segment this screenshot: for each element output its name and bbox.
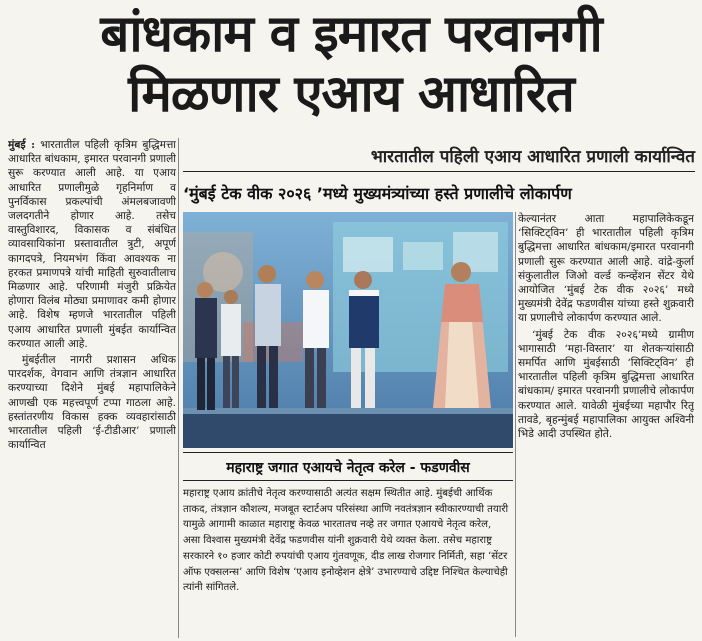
caption-rule-bottom: [183, 480, 513, 481]
subheadline-rule: [183, 171, 695, 172]
middle-column-paragraph: महाराष्ट्र एआय क्रांतीचे नेतृत्व करण्यासाठी अत्यंत सक्षम स्थितीत आहे. मुंबईची आर्थिक ताकद, तंत्रज्ञान कौशल्य, मजबूत स्टार्टअप परिसंस्था आणि नवतंत्रज्ञान स्वीकारण्याची तयारी यामुळे आगामी काळात महाराष्ट्र केवळ भारतातच नव्हे तर जगात एआयचे नेतृत्व करेल, असा विश्वास मुख्यमंत्री देवेंद्र फडणवीस यांनी शुक्रवारी येथे व्यक्त केला. तसेच महाराष्ट्र सरकारने १० हजार कोटी रुपयांची एआय गुंतवणूक, दीड लाख रोजगार निर्मिती, सहा ‘सेंटर ऑफ एक्सलन्स’ आणि विशेष ‘एआय इनोव्हेशन क्षेत्रे’ उभारण्याचे उद्दिष्ट निश्चित केल्याचेही त्यांनी सांगितले.: [183, 488, 509, 594]
left-column-paragraph-2: मुंबईतील नागरी प्रशासन अधिक पारदर्शक, वेगवान आणि तंत्रज्ञान आधारित करण्याच्या दिशेने मुंबई महापालिकेने आणखी एक महत्त्वपूर्ण टप्पा गाठला आहे. हस्तांतरणीय विकास हक्क व्यवहारांसाठी भारतातील पहिली ‘ई-टीडीआर’ प्रणाली कार्यान्वित: [8, 354, 176, 452]
right-column: [518, 212, 694, 637]
left-column: [8, 138, 176, 638]
news-photo: [183, 212, 513, 448]
kicker: ‘मुंबई टेक वीक २०२६ ’मध्ये मुख्यमंत्र्यांच्या हस्ते प्रणालीचे लोकार्पण: [183, 184, 572, 203]
stage-photo-illustration: [183, 212, 513, 448]
left-column-paragraph-1: भारतातील पहिली कृत्रिम बुद्धिमत्ता आधारित बांधकाम, इमारत परवानगी प्रणाली सुरू करण्यात आली आहे. या एआय आधारित प्रणालीमुळे गृहनिर्माण व पुनर्विकास प्रकल्पांची अंमलबजावणी जलदगतीने होणार आहे. तसेच वास्तुविशारद, विकासक व संबंधित व्यावसायिकांना प्रस्तावातील त्रुटी, अपूर्ण कागदपत्रे, नियमभंग किंवा आवश्यक ना हरकत प्रमाणपत्रे यांची माहिती सुरुवातीलाच मिळणार आहे. परिणामी मंजुरी प्रक्रियेत होणारा विलंब मोठ्या प्रमाणावर कमी होणार आहे. विशेष म्हणजे भारतातील पहिली एआय आधारित प्रणाली मुंबईत कार्यान्वित करण्यात आली आहे.: [8, 139, 176, 350]
right-column-paragraph-2: ‘मुंबई टेक वीक २०२६’मध्ये ग्रामीण भागासाठी ‘महा-विस्तार’ या शेतकऱ्यांसाठी समर्पित आणि मुंबईसाठी ‘सिक्टिट्विन’ ही भारतातील पहिली कृत्रिम बुद्धिमत्ता आधारित बांधकाम/ इमारत परवानगी प्रणालीचे लोकार्पण करण्यात आले. यावेळी मुंबईच्या महापौर रितू तावडे, बृहन्मुंबई महापालिका आयुक्त अश्विनी भिडे आदी उपस्थित होते.: [518, 328, 694, 441]
right-column-paragraph-1: केल्यानंतर आता महापालिकेकडून ‘सिक्टिट्विन’ ही भारतातील पहिली कृत्रिम बुद्धिमत्ता आधारित बांधकाम/इमारत परवानगी प्रणाली सुरू करण्यात आली आहे. वांद्रे-कुर्ला संकुलातील जिओ वर्ल्ड कन्व्हेंशन सेंटर येथे आयोजित ‘मुंबई टेक वीक २०२६’ मध्ये मुख्यमंत्री देवेंद्र फडणवीस यांच्या हस्ते शुक्रवारी या प्रणालीचे लोकार्पण करण्यात आले.: [518, 213, 694, 325]
column-divider-right: [515, 212, 516, 637]
headline-line-2: मिळणार एआय आधारित: [128, 65, 574, 124]
middle-column: [183, 486, 511, 636]
column-divider-left: [178, 138, 179, 638]
headline-line-1: बांधकाम व इमारत परवानगी: [100, 5, 602, 64]
caption-rule-top: [183, 452, 513, 453]
subheadline: भारतातील पहिली एआय आधारित प्रणाली कार्यान्वित: [370, 147, 695, 167]
dateline: मुंबई :: [8, 139, 35, 151]
photo-caption: महाराष्ट्र जगात एआयचे नेतृत्व करेल - फडणवीस: [226, 460, 470, 476]
